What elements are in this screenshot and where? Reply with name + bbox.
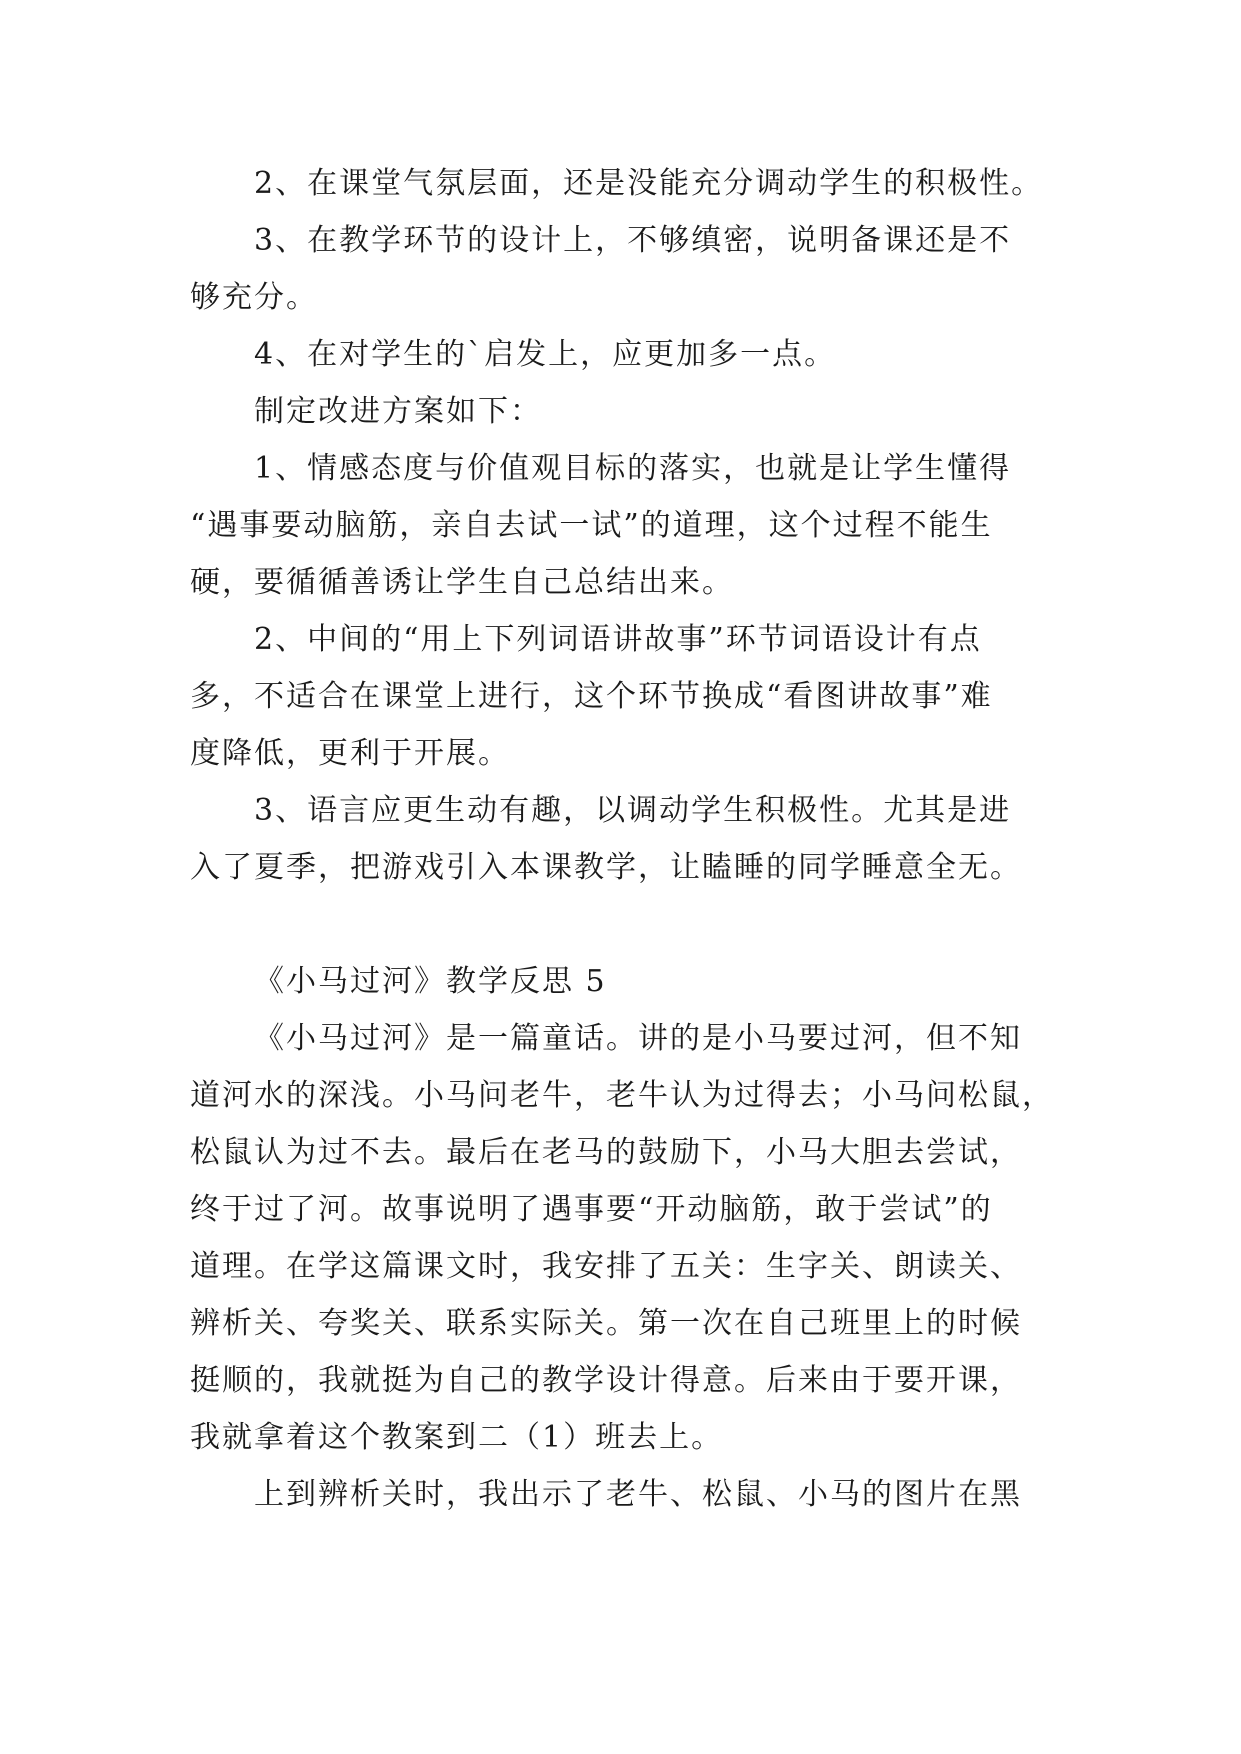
paragraph-line: 道理。在学这篇课文时，我安排了五关：生字关、朗读关、 — [190, 1249, 1022, 1284]
paragraph-line: 3、在教学环节的设计上，不够缜密，说明备课还是不 — [254, 223, 1012, 258]
section-title: 《小马过河》教学反思 5 — [254, 964, 607, 999]
paragraph-line: “遇事要动脑筋，亲自去试一试”的道理，这个过程不能生 — [190, 508, 993, 543]
document-body — [190, 155, 1070, 1523]
paragraph-line: 终于过了河。故事说明了遇事要“开动脑筋，敢于尝试”的 — [190, 1192, 993, 1227]
paragraph-line: 4、在对学生的`启发上，应更加多一点。 — [254, 337, 837, 372]
paragraph-line: 够充分。 — [190, 280, 318, 315]
paragraph-line: 度降低，更利于开展。 — [190, 736, 510, 771]
paragraph-line: 制定改进方案如下： — [254, 394, 542, 429]
paragraph-line: 《小马过河》是一篇童话。讲的是小马要过河，但不知 — [254, 1021, 1022, 1056]
paragraph-line: 松鼠认为过不去。最后在老马的鼓励下，小马大胆去尝试， — [190, 1135, 1022, 1170]
paragraph-line: 入了夏季，把游戏引入本课教学，让瞌睡的同学睡意全无。 — [190, 850, 1022, 885]
paragraph-line: 硬，要循循善诱让学生自己总结出来。 — [190, 565, 734, 600]
paragraph-line: 挺顺的，我就挺为自己的教学设计得意。后来由于要开课， — [190, 1363, 1022, 1398]
paragraph-line: 上到辨析关时，我出示了老牛、松鼠、小马的图片在黑 — [254, 1477, 1022, 1512]
paragraph-line: 我就拿着这个教案到二（1）班去上。 — [190, 1420, 724, 1455]
paragraph-line: 1、情感态度与价值观目标的落实，也就是让学生懂得 — [254, 451, 1012, 486]
paragraph-line: 多，不适合在课堂上进行，这个环节换成“看图讲故事”难 — [190, 679, 993, 714]
paragraph-line: 2、中间的“用上下列词语讲故事”环节词语设计有点 — [254, 622, 982, 657]
blank-line — [190, 896, 1070, 953]
paragraph-line: 3、语言应更生动有趣，以调动学生积极性。尤其是进 — [254, 793, 1012, 828]
paragraph-line: 2、在课堂气氛层面，还是没能充分调动学生的积极性。 — [254, 166, 1044, 201]
paragraph-line: 辨析关、夸奖关、联系实际关。第一次在自己班里上的时候 — [190, 1306, 1022, 1341]
paragraph-line: 道河水的深浅。小马问老牛，老牛认为过得去；小马问松鼠， — [190, 1078, 1054, 1113]
